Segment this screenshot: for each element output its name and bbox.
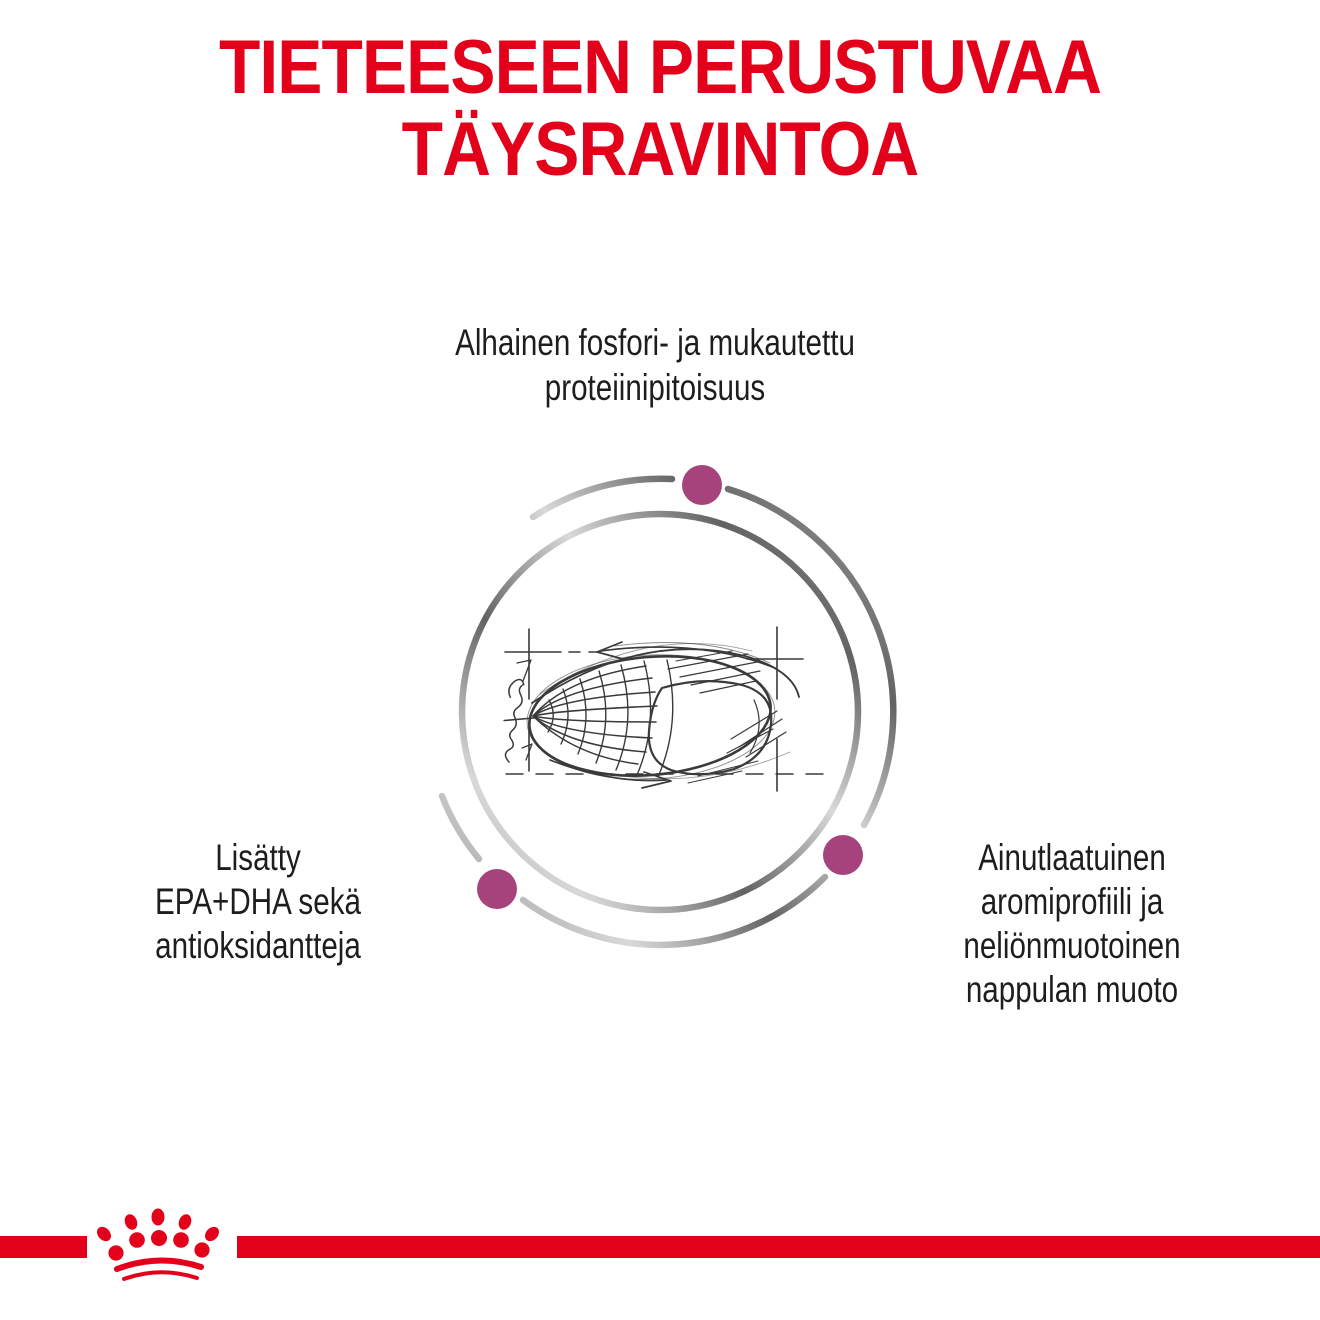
footer-rule-right [237, 1236, 1320, 1258]
feature-left-line2: EPA+DHA sekä [155, 881, 361, 922]
inner-ring [462, 514, 858, 910]
feature-top-line1: Alhainen fosfori- ja mukautettu [455, 322, 855, 363]
feature-top-line2: proteiinipitoisuus [544, 367, 766, 408]
feature-right-line2: aromiprofiili ja [980, 881, 1164, 922]
feature-left-line1: Lisätty [215, 837, 301, 878]
page-title-line2: TÄYSRAVINTOA [401, 107, 919, 192]
feature-right-line3: neliönmuotoinen [963, 925, 1181, 966]
feature-left-line3: antioksidantteja [155, 925, 361, 966]
footer-rule-left [0, 1236, 87, 1258]
crown-pearls-inner [108, 1230, 209, 1261]
feature-right-line4: nappulan muoto [965, 969, 1179, 1010]
outer-ring-arc-lower-left [442, 796, 479, 859]
designer-signature [497, 678, 542, 765]
feature-dot-right [823, 835, 863, 875]
feature-dot-top [682, 465, 722, 505]
royal-canin-crown-icon [85, 1195, 235, 1295]
kibble-technical-sketch [524, 643, 799, 785]
crown-base-arcs [117, 1260, 201, 1279]
page-title-line1: TIETEESEEN PERUSTUVAA [218, 25, 1102, 110]
feature-dot-left [477, 869, 517, 909]
feature-right-line1: Ainutlaatuinen [978, 837, 1166, 878]
